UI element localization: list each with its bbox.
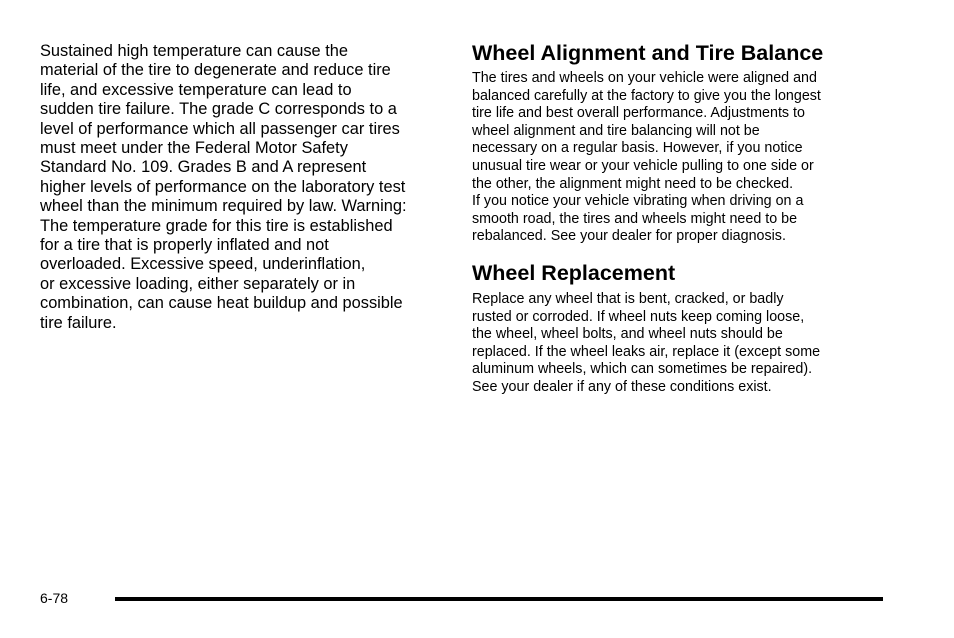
wheel-alignment-paragraph [472, 70, 882, 246]
paragraph-line: rebalanced. See your dealer for proper diagnosis. [472, 228, 786, 245]
paragraph-line: The temperature grade for this tire is established [40, 216, 393, 235]
paragraph-line: See your dealer if any of these conditions exist. [472, 378, 772, 395]
paragraph-line: Sustained high temperature can cause the [40, 42, 348, 60]
paragraph-line: tire life and best overall performance. Adjustments to [472, 105, 805, 122]
left-column [40, 42, 450, 333]
paragraph-line: combination, can cause heat buildup and possible [40, 294, 403, 313]
paragraph-line: Standard No. 109. Grades B and A represent [40, 158, 367, 177]
tire-temperature-paragraph [40, 42, 450, 333]
paragraph-line: rusted or corroded. If wheel nuts keep coming loose, [472, 308, 805, 325]
paragraph-line: for a tire that is properly inflated and not [40, 236, 329, 255]
paragraph-line: the other, the alignment might need to be checked. [472, 175, 794, 192]
wheel-replacement-paragraph [472, 291, 882, 397]
page-number: 6-78 [40, 590, 69, 606]
paragraph-line: must meet under the Federal Motor Safety [40, 139, 348, 158]
paragraph-line: overloaded. Excessive speed, underinflation, [40, 255, 366, 274]
paragraph-line: aluminum wheels, which can sometimes be repaired). [472, 361, 813, 378]
paragraph-line: level of performance which all passenger car tires [40, 119, 400, 138]
paragraph-line: the wheel, wheel bolts, and wheel nuts should be [472, 326, 783, 343]
right-column [472, 40, 882, 397]
paragraph-line: or excessive loading, either separately or in [40, 274, 356, 293]
paragraph-line: tire failure. [40, 313, 117, 332]
paragraph-line: sudden tire failure. The grade C corresponds to a [40, 100, 397, 119]
paragraph-line: material of the tire to degenerate and reduce tire [40, 61, 391, 80]
paragraph-line: wheel alignment and tire balancing will not be [472, 122, 760, 139]
paragraph-line: unusual tire wear or your vehicle pulling to one side or [472, 157, 814, 174]
paragraph-line: If you notice your vehicle vibrating when driving on a [472, 193, 804, 210]
footer-rule [115, 597, 883, 601]
paragraph-line: Replace any wheel that is bent, cracked, or badly [472, 290, 784, 307]
paragraph-line: replaced. If the wheel leaks air, replace it (except some [472, 343, 821, 360]
paragraph-line: higher levels of performance on the laboratory test [40, 177, 406, 196]
paragraph-line: life, and excessive temperature can lead to [40, 80, 352, 99]
wheel-alignment-heading: Wheel Alignment and Tire Balance [472, 41, 824, 65]
paragraph-line: smooth road, the tires and wheels might need to be [472, 210, 798, 227]
paragraph-line: The tires and wheels on your vehicle were aligned and [472, 70, 817, 86]
paragraph-line: wheel than the minimum required by law. Warning: [40, 197, 407, 216]
paragraph-line: necessary on a regular basis. However, if you notice [472, 140, 803, 157]
wheel-replacement-heading: Wheel Replacement [472, 260, 676, 285]
paragraph-line: balanced carefully at the factory to give you the longest [472, 87, 821, 104]
